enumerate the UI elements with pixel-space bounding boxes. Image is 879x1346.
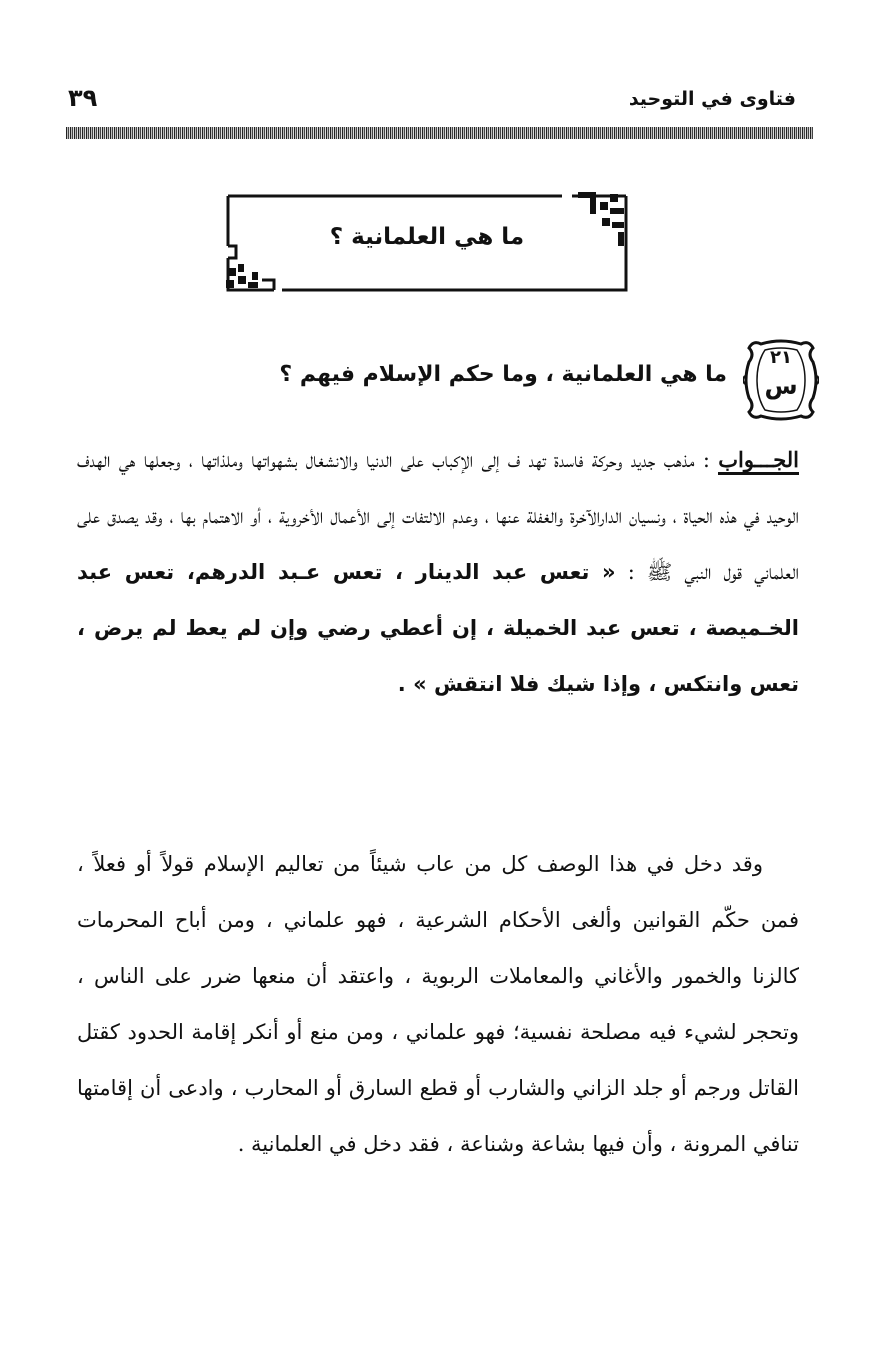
question-row <box>59 338 819 422</box>
running-title: فتاوى في التوحيد <box>628 88 796 110</box>
second-paragraph-text: وقد دخل في هذا الوصف كل من عاب شيئاً من تعاليم الإسلام قولاً أو فعلاً ، فمن حكّم القوانين وألغى الأحكام الشرعية ، فهو علماني ، ومن أباح المحرمات كالزنا والخمور والأغاني والمعاملات الربوية ، واعتقد أن منعها ضرر على الناس ، وتحجر لشيء فيه مصلحة نفسية؛ فهو علماني ، ومن منع أو أنكر إقامة الحدود كقتل القاتل ورجم أو جلد الزاني والشارب أو قطع السارق أو المحارب ، وادعى أن إقامتها تنافي المرونة ، وأن فيها بشاعة وشناعة ، فقد دخل في العلمانية . <box>77 852 799 1156</box>
question-badge <box>743 338 819 422</box>
section-title: ما هي العلمانية ؟ <box>329 224 525 250</box>
page-number: ٣٩ <box>68 84 98 112</box>
answer-separator: : <box>694 448 719 472</box>
answer-intro: مذهب جديد وحركة فاسدة تهد ف إلى الإكباب على الدنيا والانشغال بشهواتها وملذاتها ، وجعلها هي الهدف الوحيد في هذه الحياة ، ونسيان الدارالآخرة والغفلة عنها ، وعدم الالتفات إلى الأعمال الأخروية ، أو الاهتمام بها ، وقد يصدق على العلماني قول النبي ﷺ : <box>77 448 799 584</box>
question-letter: س <box>764 372 798 400</box>
hadith-quote: « تعس عبد الدينار ، تعس عـبد الدرهم، تعس عبد الخـميصة ، تعس عبد الخميلة ، إن أعطي رضي وإن لم يعط لم يرض ، تعس وانتكس ، وإذا شيك فلا انتقش » . <box>77 560 799 696</box>
header-rule <box>66 127 813 139</box>
answer-label: الجـــواب <box>718 447 799 475</box>
answer-paragraph <box>77 432 799 712</box>
question-text: ما هي العلمانية ، وما حكم الإسلام فيهم ؟ <box>279 362 727 387</box>
section-title-box <box>222 188 632 298</box>
second-paragraph <box>77 836 799 1172</box>
question-number: ٢١ <box>770 347 792 368</box>
